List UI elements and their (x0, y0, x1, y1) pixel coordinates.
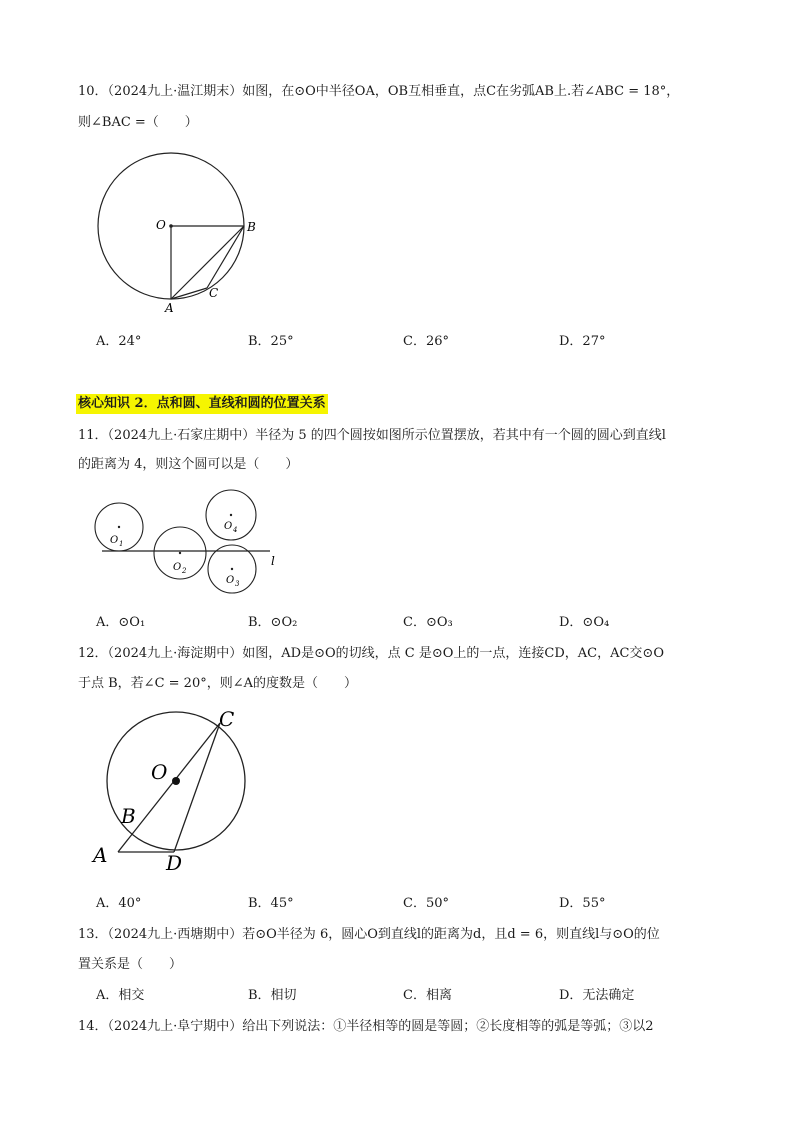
q12-option-a[interactable]: A．40° (96, 896, 142, 911)
q12-tangent-figure (90, 706, 270, 876)
q12-option-b[interactable]: B．45° (248, 896, 294, 911)
q11-stem-line1: 11．（2024九上·石家庄期中）半径为 5 的四个圆按如图所示位置摆放，若其中有一个圆的圆心到直线l (78, 428, 666, 443)
q11-option-a[interactable]: A．⊙O₁ (96, 615, 146, 630)
q11-label-O4-sub: 4 (233, 526, 238, 534)
q10-stem-line2: 则∠BAC =（ ） (78, 115, 198, 130)
q10-option-c[interactable]: C．26° (403, 334, 449, 349)
q12-label-A: A (93, 843, 108, 867)
q12-label-B: B (121, 804, 136, 828)
q13-option-c[interactable]: C．相离 (403, 988, 452, 1003)
q10-label-C: C (209, 286, 219, 300)
q10-label-B: B (247, 220, 256, 234)
q13-option-a[interactable]: A．相交 (96, 988, 145, 1003)
q11-label-l: l (271, 554, 275, 568)
q12-option-d[interactable]: D．55° (559, 896, 606, 911)
q11-option-d[interactable]: D．⊙O₄ (559, 615, 610, 630)
q10-option-b[interactable]: B．25° (248, 334, 294, 349)
q10-option-a[interactable]: A．24° (96, 334, 142, 349)
section-heading-2: 核心知识 2．点和圆、直线和圆的位置关系 (76, 394, 328, 414)
q12-stem-line1: 12．（2024九上·海淀期中）如图，AD是⊙O的切线，点 C 是⊙O上的一点，连接CD，AC，AC交⊙O (78, 646, 664, 661)
q12-stem-line2: 于点 B，若∠C = 20°，则∠A的度数是（ ） (78, 676, 358, 691)
q11-label-O3: O (226, 575, 235, 586)
q13-stem-line2: 置关系是（ ） (78, 957, 183, 972)
q12-label-O: O (151, 760, 168, 784)
q12-label-D: D (166, 851, 183, 875)
q11-option-c[interactable]: C．⊙O₃ (403, 615, 453, 630)
q11-label-O4: O (224, 521, 233, 532)
q10-stem-line1: 10．（2024九上·温江期末）如图，在⊙O中半径OA，OB互相垂直，点C在劣弧AB上.若∠ABC = 18°， (78, 84, 680, 99)
q11-four-circles-figure (90, 487, 290, 607)
q13-option-d[interactable]: D．无法确定 (559, 988, 635, 1003)
q11-option-b[interactable]: B．⊙O₂ (248, 615, 298, 630)
q10-option-d[interactable]: D．27° (559, 334, 606, 349)
q13-stem-line1: 13．（2024九上·西塘期中）若⊙O半径为 6，圆心O到直线l的距离为d，且d = 6，则直线l与⊙O的位 (78, 927, 660, 942)
q11-label-O3-sub: 3 (235, 580, 240, 588)
q10-label-O: O (156, 218, 166, 232)
q11-label-O1: O (110, 535, 119, 546)
q10-circle-figure (90, 148, 290, 328)
q11-label-O2: O (173, 562, 182, 573)
q10-label-A: A (165, 301, 174, 315)
q12-option-c[interactable]: C．50° (403, 896, 449, 911)
q13-option-b[interactable]: B．相切 (248, 988, 297, 1003)
q11-label-O2-sub: 2 (182, 567, 187, 575)
q14-stem-line1: 14．（2024九上·阜宁期中）给出下列说法：①半径相等的圆是等圆；②长度相等的弧是等弧；③以2 (78, 1019, 654, 1034)
q11-stem-line2: 的距离为 4，则这个圆可以是（ ） (78, 457, 299, 472)
q11-label-O1-sub: 1 (119, 540, 124, 548)
q12-label-C: C (219, 707, 235, 731)
